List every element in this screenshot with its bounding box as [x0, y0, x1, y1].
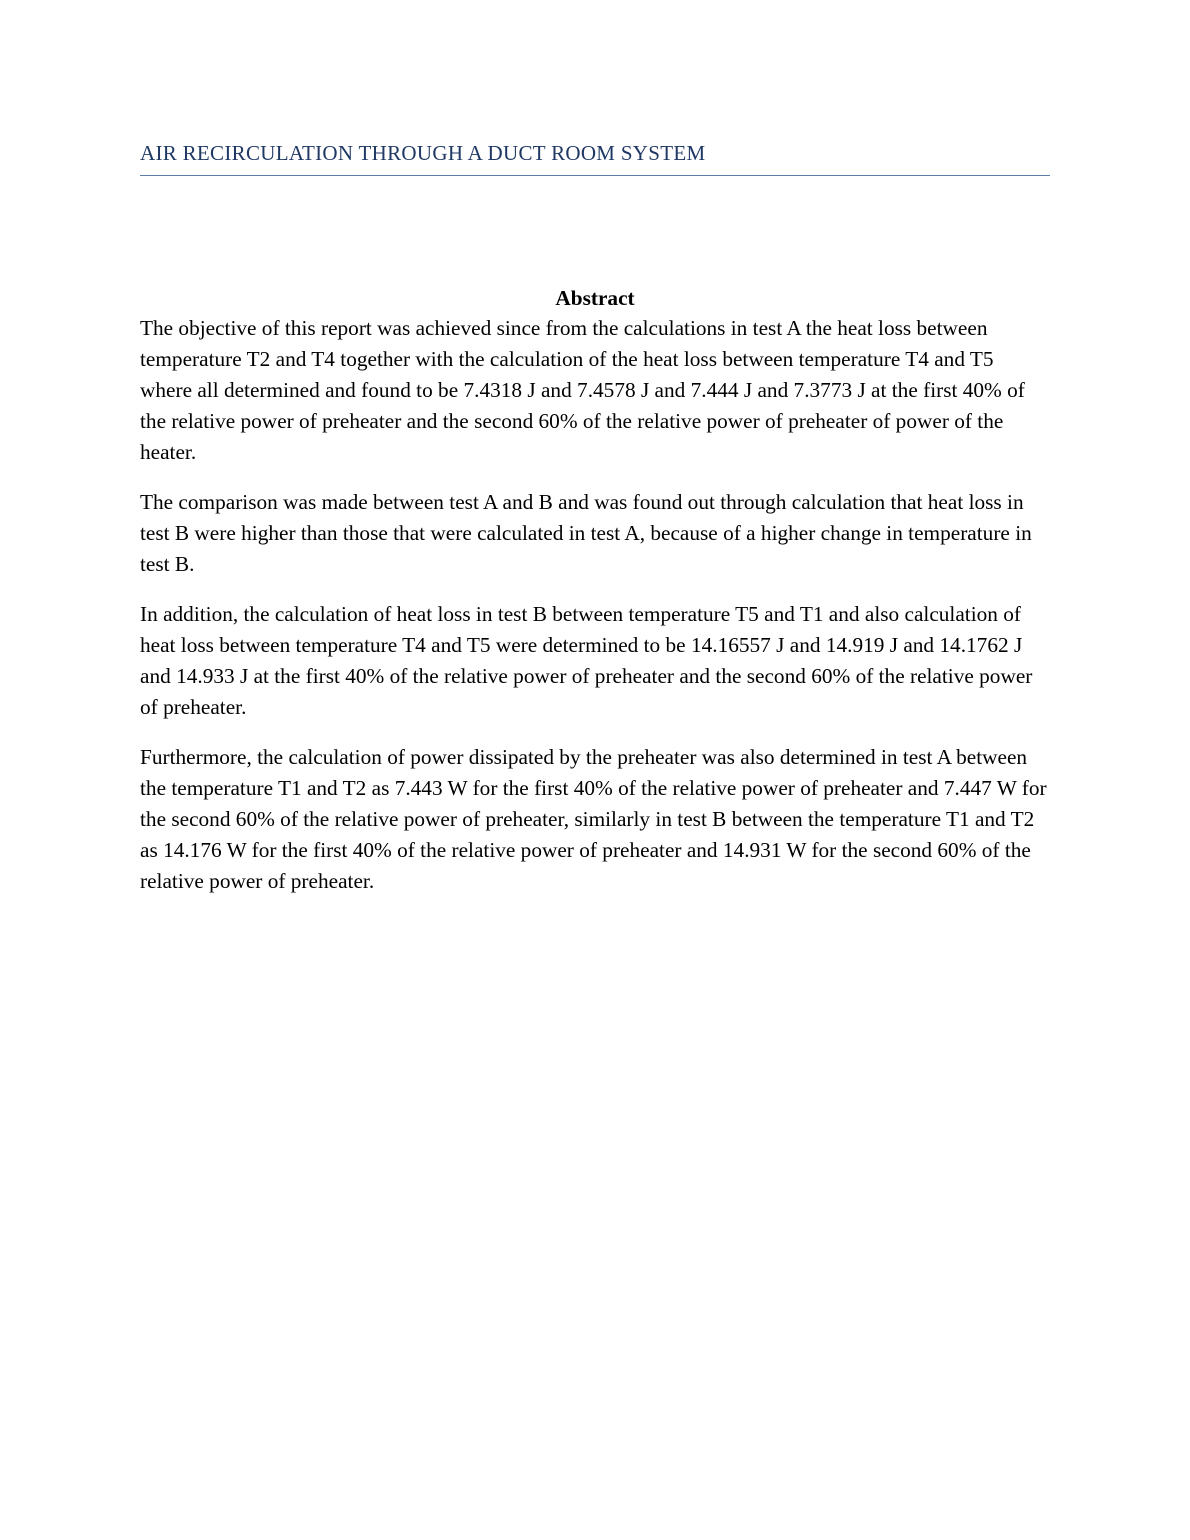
abstract-heading: Abstract	[555, 286, 635, 310]
header-divider	[140, 175, 1050, 176]
abstract-section	[140, 283, 1050, 916]
abstract-paragraph: Furthermore, the calculation of power dissipated by the preheater was also determined in test A between the temperature T1 and T2 as 7.443 W for the first 40% of the relative power of preheater and 7.447 W for the second 60% of the relative power of preheater, similarly in test B between the temperature T1 and T2 as 14.176 W for the first 40% of the relative power of preheater and 14.931 W for the second 60% of the relative power of preheater.	[140, 745, 1047, 893]
abstract-paragraph: In addition, the calculation of heat loss in test B between temperature T5 and T1 and also calculation of heat loss between temperature T4 and T5 were determined to be 14.16557 J and 14.919 J and 14.1762 J and 14.933 J at the first 40% of the relative power of preheater and the second 60% of the relative power of preheater.	[140, 602, 1033, 719]
document-header-title: AIR RECIRCULATION THROUGH A DUCT ROOM SYSTEM	[140, 141, 706, 165]
abstract-paragraph: The objective of this report was achieved since from the calculations in test A the heat loss between temperature T2 and T4 together with the calculation of the heat loss between temperature T4 and T5 where all determined and found to be 7.4318 J and 7.4578 J and 7.444 J and 7.3773 J at the first 40% of the relative power of preheater and the second 60% of the relative power of preheater of power of the heater.	[140, 316, 1025, 464]
abstract-paragraph: The comparison was made between test A and B and was found out through calculation that heat loss in test B were higher than those that were calculated in test A, because of a higher change in temperature in test B.	[140, 490, 1032, 576]
